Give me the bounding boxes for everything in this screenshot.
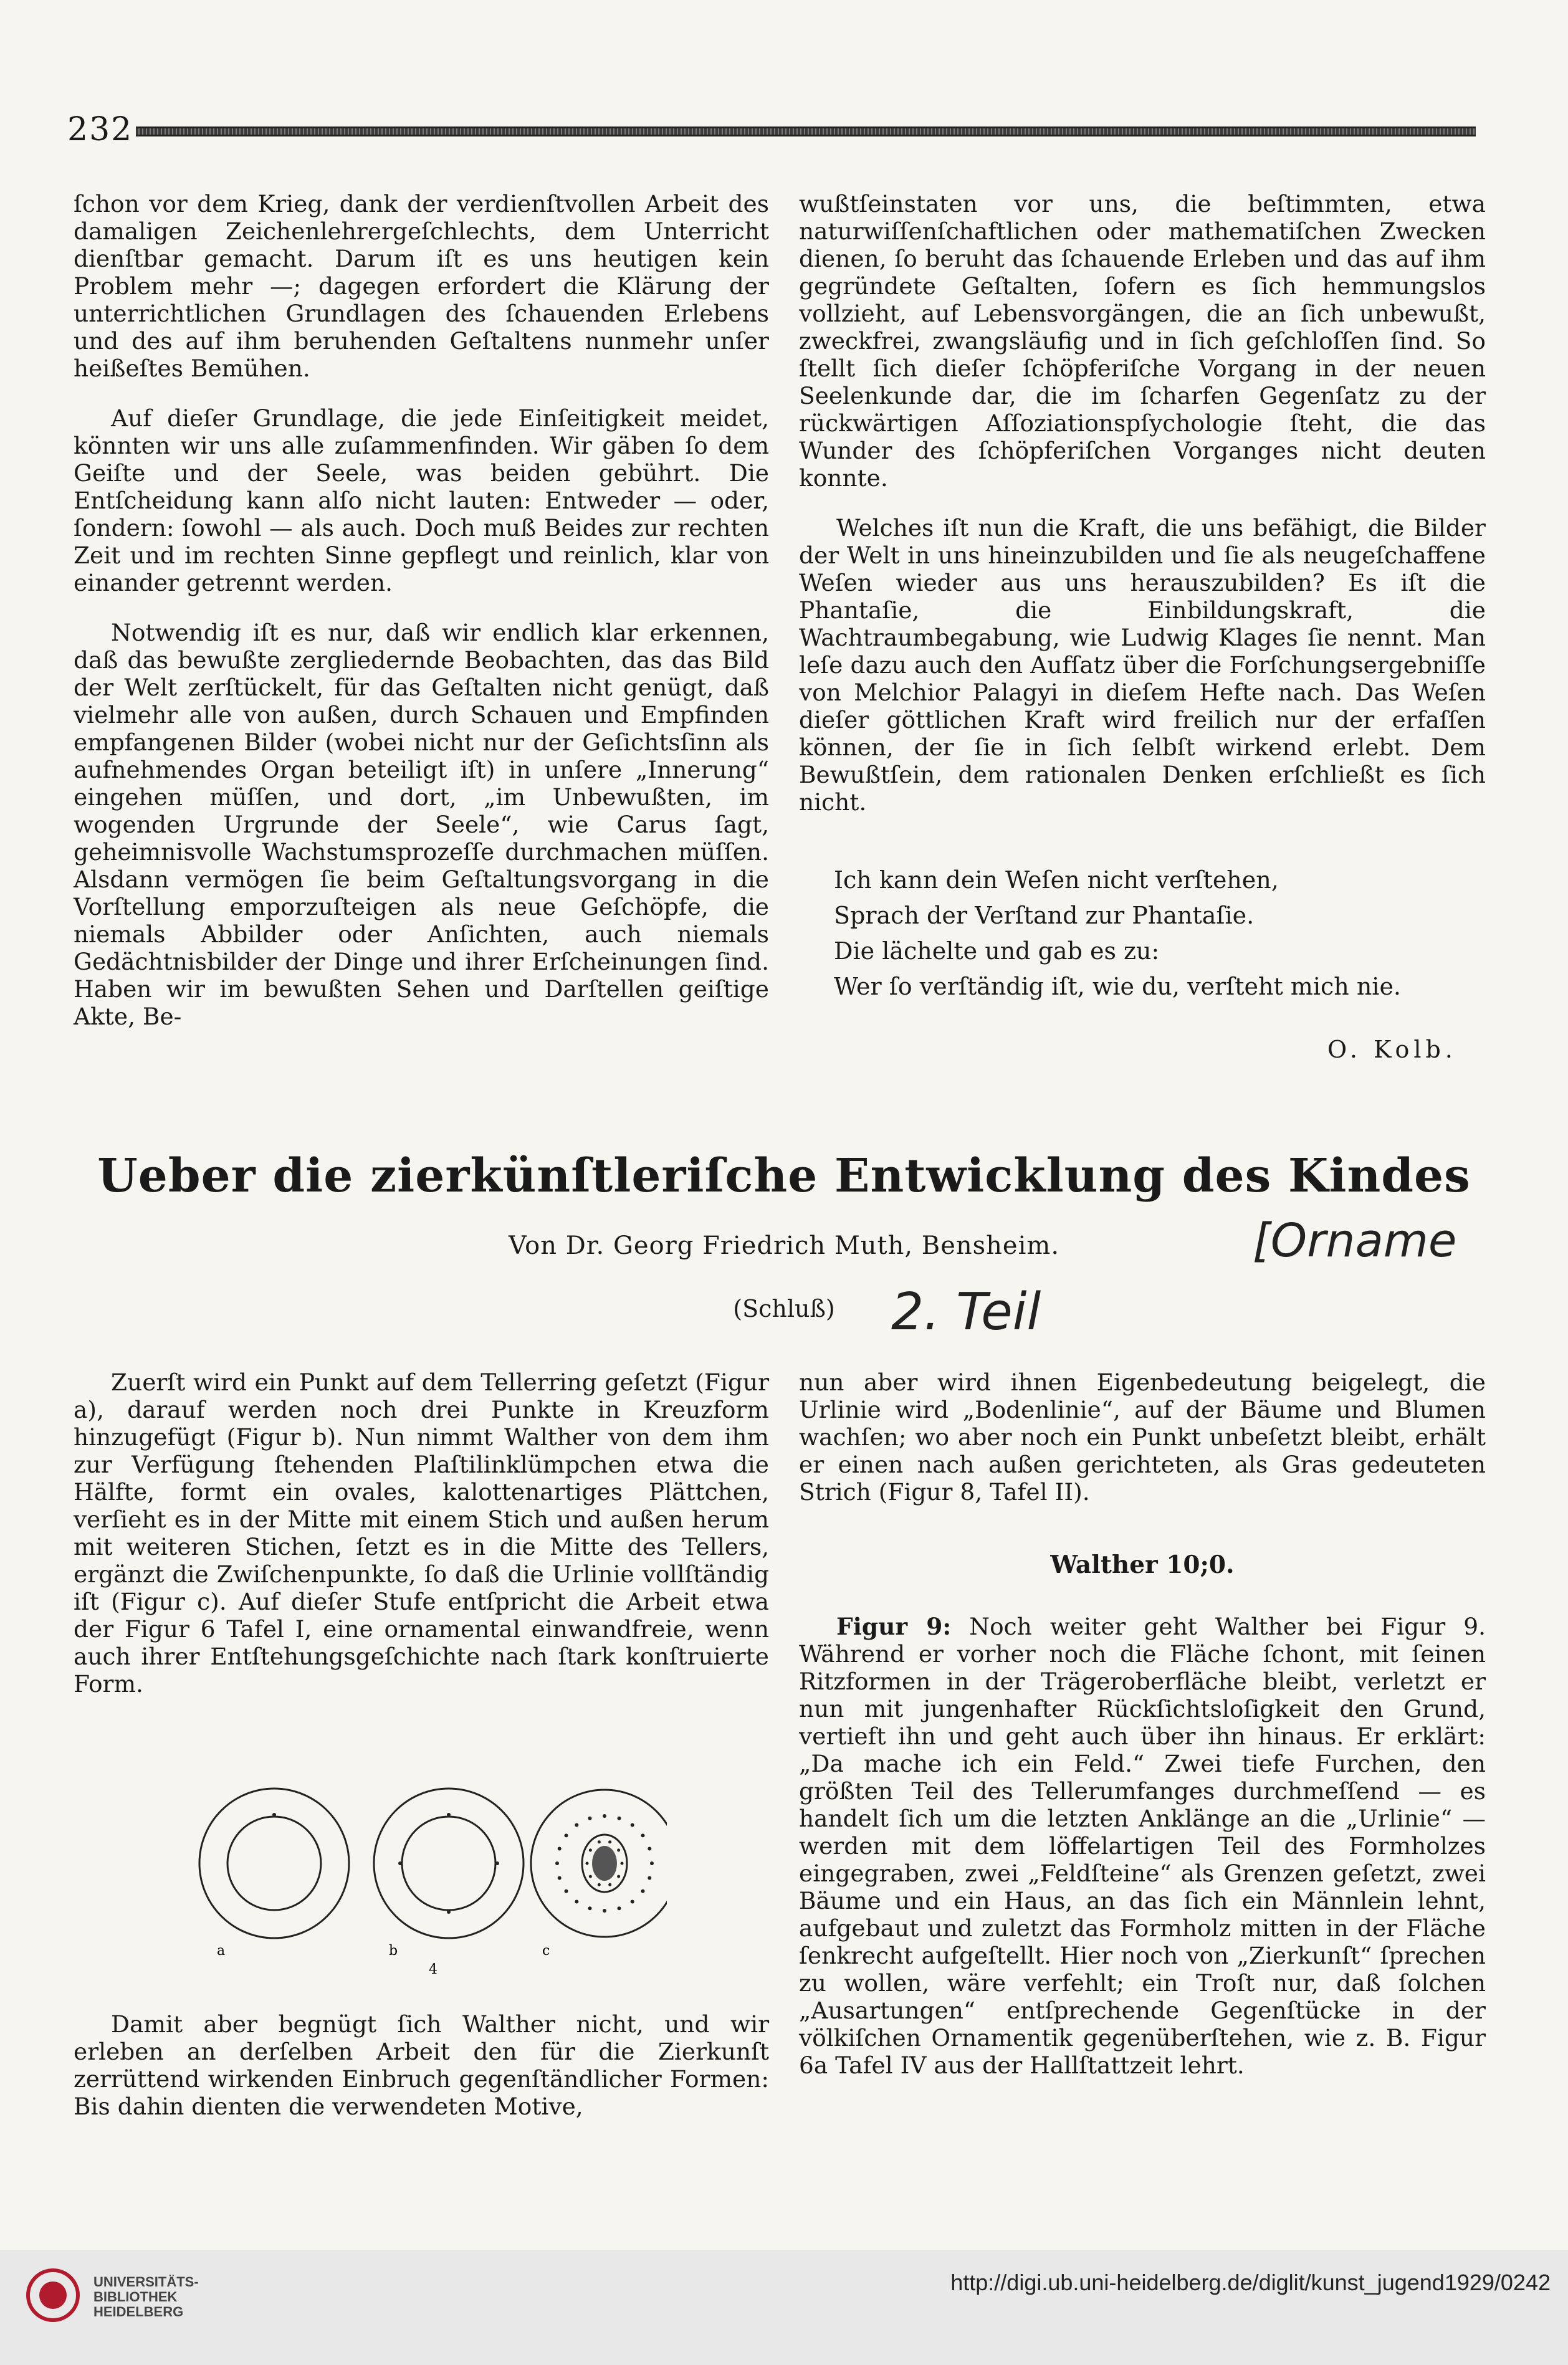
plate-dot: [558, 1847, 562, 1851]
plate-dot: [631, 1899, 634, 1903]
plate-dot: [586, 1862, 589, 1865]
figure-label: b: [389, 1943, 398, 1959]
article-title: Ueber die zierkünſtleriſche Entwicklung des Kindes: [97, 1149, 1471, 1203]
plate-dot: [621, 1862, 624, 1865]
plate-dot: [648, 1847, 651, 1851]
plate-b: [374, 1789, 523, 1938]
right-column-top: [799, 190, 1486, 838]
plate-dot: [641, 1890, 644, 1893]
left-column-bottom: [74, 1369, 769, 1720]
continuation-note: (Schluß): [733, 1295, 835, 1322]
paragraph-text: Noch weiter geht Walther bei Figur 9. Während er vorher noch die Fläche ſchont, mit ſeinen Ritzformen in der Trägeroberfläche bleibt, verletzt er nun mit jungenhafter Rückſichtsloſigkeit den Grund, vertieft ihn und geht auch über ihn hinaus. Er erklärt: „Da mache ich ein Feld.“ Zwei tiefe Furchen, den größten Teil des Tellerumfanges durchmeſſend — es handelt ſich um die letzten Anklänge an die „Urlinie“ — werden mit dem löffelartigen Teil des Formholzes eingegraben, zwei „Feldſteine“ als Grenzen geſetzt, zwei Bäume und ein Haus, an das ſich ein Männlein lehnt, aufgebaut und zuletzt das Formholz mitten in der Fläche ſenkrecht aufgeſtellt. Hier noch von „Zierkunſt“ ſprechen zu wollen, wäre verfehlt; ein Troſt nur, daß ſolchen „Ausartungen“ entſprechende Gegenſtücke in der völkiſchen Ornamentik gegenüberſtehen, wie z. B. Figur 6a Tafel IV aus der Hallſtattzeit lehrt.: [799, 1613, 1486, 2079]
poem-line: Sprach der Verſtand zur Phantaſie.: [834, 902, 1255, 929]
plate-dot: [617, 1817, 621, 1820]
plate-dot: [617, 1906, 621, 1910]
plate-dot: [565, 1833, 568, 1837]
paragraph: Auf dieſer Grundlage, die jede Einſeitigkeit meidet, könnten wir uns alle zuſammenfinden. Wir gäben ſo dem Geiſte und der Seele, was beiden gebührt. Die Entſcheidung kann alſo nicht lauten: Entweder — oder, ſondern: ſowohl — als auch. Doch muß Beides zur rechten Zeit und im rechten Sinne gepflegt und reinlich, klar von einander getrennt werden.: [74, 404, 769, 596]
plate-dot: [558, 1876, 562, 1880]
plate-dot: [589, 1875, 592, 1878]
paragraph: ſchon vor dem Krieg, dank der verdienſtvollen Arbeit des damaligen Zeichenlehrergeſchlechts, dem Unterricht dienſtbar gemacht. Darum iſt es uns heutigen kein Problem mehr —; dagegen erfordert die Klärung der unterrichtlichen Grundlagen des ſchauenden Erlebens und des auf ihm beruhenden Geſtaltens nunmehr unſer heißeſtes Bemühen.: [74, 190, 769, 382]
plate-dot: [650, 1861, 654, 1865]
figure-label: a: [217, 1943, 226, 1959]
plate-dot: [641, 1833, 644, 1837]
section-subheading: Walther 10;0.: [1050, 1550, 1235, 1579]
handwritten-note: [Orname: [1253, 1214, 1457, 1268]
plate-dot: [631, 1823, 634, 1827]
plate-dot: [575, 1823, 578, 1827]
library-name: UNIVERSITÄTS- BIBLIOTHEK HEIDELBERG: [93, 2274, 199, 2320]
paragraph: [799, 1613, 1486, 2079]
plate-dot: [648, 1876, 651, 1880]
plate-dot: [608, 1883, 611, 1886]
paragraph: wußtſeinstaten vor uns, die beſtimmten, etwa naturwiſſenſchaftlichen oder mathematiſchen Zwecken dienen, ſo beruht das ſchauende Erleben und das auf ihm gegründete Geſtalten, ſofern es ſich hemmungslos vollzieht, auf Lebensvorgängen, die an ſich unbewußt, zweckfrei, zwangsläufig und in ſich geſchloſſen ſind. So ſtellt ſich dieſer ſchöpferiſche Vorgang in der neuen Seelenkunde dar, die im ſcharfen Gegenſatz zu der rückwärtigen Aſſoziationspſychologie ſteht, die das Wunder des ſchöpferiſchen Vorganges nicht deuten konnte.: [799, 190, 1486, 492]
university-logo-icon: [25, 2267, 81, 2323]
source-url-link[interactable]: http://digi.ub.uni-heidelberg.de/diglit/kunst_jugend1929/0242: [950, 2270, 1551, 2295]
article-author: Von Dr. Georg Friedrich Muth, Bensheim.: [508, 1231, 1060, 1260]
paragraph: Notwendig iſt es nur, daß wir endlich klar erkennen, daß das bewußte zergliedernde Beobachten, das das Bild der Welt zerſtückelt, für das Geſtalten nicht genügt, daß vielmehr alle von außen, durch Schauen und Empfinden empfangenen Bilder (wobei nicht nur der Geſichtsſinn als aufnehmendes Organ beteiligt iſt) in unſere „Innerung“ eingehen müſſen, und dort, „im Unbewußten, im wogenden Urgrunde der Seele“, wie Carus ſagt, geheimnisvolle Wachstumsprozeſſe durchmachen müſſen. Alsdann vermögen ſie beim Geſtaltungsvorgang in die Vorſtellung emporzuſteigen als neue Geſchöpfe, die niemals Abbilder oder Anſichten, auch niemals Gedächtnisbilder der Dinge und ihrer Erſcheinungen ſind. Haben wir im bewußten Sehen und Darſtellen geiſtige Akte, Be-: [74, 619, 769, 1030]
header-rule: [136, 127, 1476, 136]
right-column-bottom-body: [799, 1613, 1486, 2101]
plate-dot: [589, 1848, 592, 1851]
footer-bar: [0, 2250, 1568, 2365]
plate-a: [199, 1789, 349, 1938]
poem-line: Ich kann dein Weſen nicht verſtehen,: [834, 866, 1279, 894]
figure-reference: Figur 9:: [836, 1613, 952, 1640]
handwritten-note: 2. Teil: [891, 1283, 1041, 1342]
plate-dot: [608, 1840, 611, 1843]
plate-dot: [598, 1840, 601, 1843]
plate-dot: [598, 1883, 601, 1886]
paragraph: Damit aber begnügt ſich Walther nicht, und wir erleben an derſelben Arbeit den für die Zierkunſt zerrüttend wirkenden Einbruch gegenſtändlicher Formen: Bis dahin dienten die verwendeten Motive,: [74, 2010, 769, 2120]
plate-dot: [588, 1817, 592, 1820]
poem-line: Wer ſo verſtändig iſt, wie du, verſteht mich nie.: [834, 973, 1402, 1000]
page-number: 232: [67, 111, 133, 148]
right-column-bottom-top: [799, 1369, 1486, 1528]
poem: [834, 862, 1401, 1005]
figure-4-plates: [168, 1779, 667, 1979]
paragraph: Zuerſt wird ein Punkt auf dem Tellerring geſetzt (Figur a), darauf werden noch drei Punkte in Kreuzform hinzugefügt (Figur b). Nun nimmt Walther von dem ihm zur Verfügung ſtehenden Plaſtilinklümpchen etwa die Hälfte, formt ein ovales, kalottenartiges Plättchen, verſieht es in der Mitte mit einem Stich und außen herum mit weiteren Stichen, ſetzt es in die Mitte des Tellers, ergänzt die Zwiſchenpunkte, ſo daß die Urlinie vollſtändig iſt (Figur c). Auf dieſer Stufe entſpricht die Arbeit etwa der Figur 6 Tafel I, eine ornamental einwandfreie, wenn auch ihrer Entſtehungsgeſchichte nach ſtark konſtruierte Form.: [74, 1369, 769, 1698]
plate-dot: [565, 1890, 568, 1893]
left-column-top: [74, 190, 769, 1053]
paragraph: nun aber wird ihnen Eigenbedeutung beigelegt, die Urlinie wird „Bodenlinie“, auf der Bäume und Blumen wachſen; wo aber noch ein Punkt unbeſetzt bleibt, erhält er einen nach außen gerichteten, als Gras gedeuteten Strich (Figur 8, Tafel II).: [799, 1369, 1486, 1506]
plate-dot: [617, 1875, 620, 1878]
plate-c: [531, 1790, 667, 1937]
poem-line: Die lächelte und gab es zu:: [834, 937, 1160, 965]
figure-number: 4: [429, 1962, 437, 1977]
plate-dot: [555, 1861, 559, 1865]
figure-label: c: [542, 1943, 550, 1959]
paragraph: Welches iſt nun die Kraft, die uns befähigt, die Bilder der Welt in uns hineinzubilden und ſie als neugeſchaffene Weſen wieder aus uns herauszubilden? Es iſt die Phantaſie, die Einbildungskraft, die Wachtraumbegabung, wie Ludwig Klages ſie nennt. Man leſe dazu auch den Aufſatz über die Forſchungsergebniſſe von Melchior Palagyi in dieſem Hefte nach. Das Weſen dieſer göttlichen Kraft wird freilich nur der erfaſſen können, der ſie in ſich ſelbſt wirkend erlebt. Dem Bewußtſein, dem rationalen Denken erſchließt es ſich nicht.: [799, 514, 1486, 816]
plate-dot: [603, 1814, 606, 1818]
plate-dot: [617, 1848, 620, 1851]
poem-signature: O. Kolb.: [1327, 1036, 1457, 1063]
left-column-bottom-continued: [74, 2010, 769, 2143]
plate-dot: [575, 1899, 578, 1903]
plate-dot: [603, 1909, 606, 1913]
plate-dot: [588, 1906, 592, 1910]
